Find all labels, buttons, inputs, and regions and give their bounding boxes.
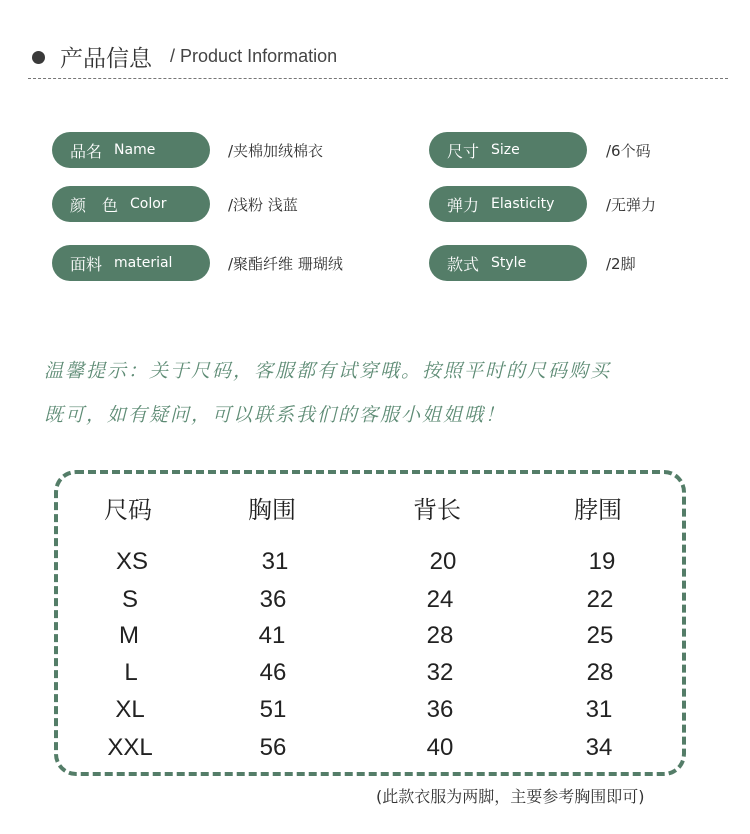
attr-label-elasticity — [429, 186, 587, 222]
attr-label-en: Size — [491, 142, 520, 158]
table-header-size: 尺码 — [104, 496, 152, 524]
attr-label-size — [429, 132, 587, 168]
attr-label-name — [52, 132, 210, 168]
table-cell: 28 — [586, 659, 614, 686]
table-cell: 22 — [586, 586, 614, 613]
table-cell: XL — [115, 696, 145, 723]
table-footnote: (此款衣服为两脚，主要参考胸围即可) — [376, 787, 645, 806]
table-cell: 51 — [259, 696, 287, 723]
section-header — [28, 40, 728, 80]
table-cell: 36 — [259, 586, 287, 613]
attr-label-en: material — [114, 255, 173, 271]
attr-value-elasticity: /无弹力 — [606, 196, 657, 214]
table-cell: 20 — [429, 548, 457, 575]
header-divider — [28, 78, 728, 79]
bullet-dot-icon — [32, 51, 45, 64]
section-title-cn: 产品信息 — [60, 46, 152, 72]
table-header-back-length: 背长 — [413, 496, 461, 524]
attr-label-en: Elasticity — [491, 196, 555, 212]
table-cell: XS — [115, 548, 149, 575]
attr-value-style: /2脚 — [606, 255, 636, 273]
table-cell: 56 — [259, 734, 287, 761]
attr-label-cn: 尺寸 — [447, 141, 480, 161]
attr-value-color: /浅粉 浅蓝 — [228, 196, 298, 214]
attr-label-cn: 颜 色 — [70, 195, 119, 215]
attr-label-cn: 弹力 — [447, 195, 480, 215]
table-cell: 36 — [426, 696, 454, 723]
table-cell: 34 — [585, 734, 613, 761]
table-cell: 19 — [588, 548, 616, 575]
table-cell: 31 — [261, 548, 289, 575]
attr-label-color — [52, 186, 210, 222]
attr-label-cn: 款式 — [447, 254, 480, 274]
attr-value-name: /夹棉加绒棉衣 — [228, 142, 324, 160]
table-cell: XXL — [107, 734, 153, 761]
table-cell: 31 — [585, 696, 613, 723]
table-cell: 41 — [258, 622, 286, 649]
table-cell: S — [121, 586, 139, 613]
table-cell: 25 — [586, 622, 614, 649]
notice-line-2: 既可，如有疑问，可以联系我们的客服小姐姐哦！ — [44, 404, 507, 426]
attr-label-cn: 品名 — [70, 141, 103, 161]
table-cell: 24 — [426, 586, 454, 613]
attr-label-en: Name — [114, 142, 156, 158]
attr-value-material: /聚酯纤维 珊瑚绒 — [228, 255, 343, 273]
table-cell: L — [124, 659, 138, 686]
table-cell: 28 — [426, 622, 454, 649]
attr-label-cn: 面料 — [70, 254, 103, 274]
notice-line-1: 温馨提示：关于尺码，客服都有试穿哦。按照平时的尺码购买 — [44, 360, 612, 382]
attr-label-en: Style — [491, 255, 527, 271]
table-cell: 32 — [426, 659, 454, 686]
table-cell: 40 — [426, 734, 454, 761]
title-en-text: Product Information — [180, 46, 338, 66]
table-cell: M — [119, 622, 139, 649]
table-header-neck: 脖围 — [574, 496, 622, 524]
title-separator: / — [170, 46, 176, 66]
attr-label-en: Color — [130, 196, 167, 212]
section-title-en — [170, 46, 337, 67]
attr-value-size: /6个码 — [606, 142, 651, 160]
table-cell: 46 — [259, 659, 287, 686]
attr-label-style — [429, 245, 587, 281]
table-header-chest: 胸围 — [248, 496, 296, 524]
attr-label-material — [52, 245, 210, 281]
